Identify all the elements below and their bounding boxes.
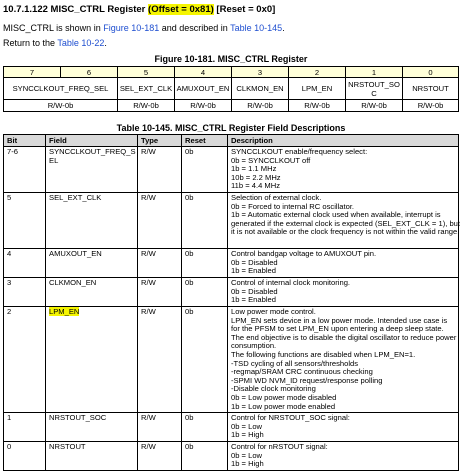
cell-reset: [182, 193, 228, 249]
bit-number: 0: [403, 67, 459, 78]
cell-type-text: R/W: [141, 413, 156, 423]
cell-bit: [4, 278, 46, 307]
cell-reset-text: 0b: [185, 307, 194, 316]
description-line: 0b = Disabled: [231, 257, 278, 267]
description-line: 1b = Automatic external clock used when available, interrupt is: [231, 210, 441, 220]
cell-reset-text: 0b: [185, 413, 194, 423]
cell-bit-text: 7-6: [7, 147, 18, 156]
description-line: 1b = Enabled: [231, 266, 276, 276]
cell-field: [46, 193, 138, 249]
cell-reset: [182, 249, 228, 278]
access-reset: R/W-0b: [232, 100, 289, 112]
description-line: 1b = Low power mode enabled: [231, 401, 336, 411]
description-line: The following functions are disabled when LPM_EN=1.: [231, 349, 416, 359]
cell-bit: [4, 193, 46, 249]
field-name-row: [4, 78, 459, 100]
cell-reset-text: 0b: [185, 249, 194, 258]
access-reset: R/W-0b: [403, 100, 459, 112]
cell-bit: [4, 249, 46, 278]
table-header-row: [4, 135, 459, 147]
cell-reset: [182, 413, 228, 442]
description-line: Low power mode control.: [231, 307, 316, 316]
description-line: Control bandgap voltage to AMUXOUT pin.: [231, 249, 377, 258]
cell-description: [228, 413, 459, 442]
intro-line: [3, 23, 285, 33]
cell-bit-text: 2: [7, 307, 12, 316]
cell-field-text: SYNCCLKOUT_FREQ_S EL: [49, 147, 136, 165]
table-row: [4, 278, 459, 307]
description-line: 0b = Forced to internal RC oscillator.: [231, 201, 355, 211]
description-line: generated if the external clock is expected (SEL_EXT_CLK = 1), but: [231, 218, 460, 228]
column-header: Type: [138, 135, 182, 147]
column-header: Field: [46, 135, 138, 147]
cell-description: [228, 147, 459, 193]
table-row: [4, 413, 459, 442]
description-line: 0b = Low: [231, 450, 263, 460]
figure-title: Figure 10-181. MISC_CTRL Register: [154, 54, 308, 64]
field-name: CLKMON_EN: [232, 78, 289, 100]
access-reset: R/W-0b: [118, 100, 175, 112]
cell-bit: [4, 413, 46, 442]
table-row: [4, 442, 459, 471]
bit-number: 4: [175, 67, 232, 78]
cell-type: [138, 307, 182, 413]
bit-number-row: [4, 67, 459, 78]
table-row: [4, 193, 459, 249]
cell-bit-text: 5: [7, 193, 12, 202]
bit-number: 7: [4, 67, 61, 78]
intro-text: .: [282, 23, 285, 33]
cell-reset: [182, 307, 228, 413]
description-line: 0b = Low power mode disabled: [231, 392, 337, 402]
cell-type-text: R/W: [141, 278, 156, 287]
cell-type: [138, 249, 182, 278]
intro-text: MISC_CTRL is shown in: [3, 23, 104, 33]
column-header: Bit: [4, 135, 46, 147]
cell-field: [46, 442, 138, 471]
description-line: -TSD cycling of all sensors/thresholds: [231, 358, 359, 368]
cell-bit-text: 0: [7, 442, 12, 452]
bit-number: 3: [232, 67, 289, 78]
return-line: [3, 38, 107, 48]
cell-type: [138, 413, 182, 442]
table-row: [4, 249, 459, 278]
access-reset: R/W-0b: [289, 100, 346, 112]
description-line: consumption.: [231, 341, 277, 351]
field-name: SEL_EXT_CLK: [118, 78, 175, 100]
description-line: -regmap/SRAM CRC continuous checking: [231, 367, 373, 377]
cell-description: [228, 193, 459, 249]
cell-description: [228, 278, 459, 307]
field-name: NRSTOUT_SO C: [346, 78, 403, 100]
return-table-link[interactable]: Table 10-22: [57, 38, 105, 48]
description-line: LPM_EN sets device in a low power mode. Intended use case is: [231, 315, 448, 325]
intro-text: and described in: [159, 23, 231, 33]
section-heading: [3, 4, 275, 15]
cell-reset-text: 0b: [185, 442, 194, 452]
cell-type: [138, 278, 182, 307]
cell-reset-text: 0b: [185, 278, 194, 287]
cell-type: [138, 147, 182, 193]
field-name: AMUXOUT_EN: [175, 78, 232, 100]
description-line: it is not available or the clock frequency is not within the valid range.: [231, 227, 460, 237]
cell-field: [46, 307, 138, 413]
description-line: Selection of external clock.: [231, 193, 322, 202]
field-name: LPM_EN: [289, 78, 346, 100]
description-line: -SPMI WD NVM_ID request/response polling: [231, 375, 383, 385]
cell-reset-text: 0b: [185, 193, 194, 202]
description-line: 10b = 2.2 MHz: [231, 172, 281, 182]
cell-description: [228, 249, 459, 278]
cell-reset: [182, 147, 228, 193]
cell-field: [46, 249, 138, 278]
cell-bit-text: 4: [7, 249, 12, 258]
bit-number: 6: [61, 67, 118, 78]
description-line: 1b = Enabled: [231, 295, 276, 305]
field-name: SYNCCLKOUT_FREQ_SEL: [4, 78, 118, 100]
cell-field-text: SEL_EXT_CLK: [49, 193, 102, 202]
cell-type-text: R/W: [141, 249, 156, 258]
cell-bit: [4, 147, 46, 193]
table-body: [4, 147, 459, 471]
column-header: Reset: [182, 135, 228, 147]
description-line: 0b = Low: [231, 421, 263, 431]
cell-field-text: AMUXOUT_EN: [49, 249, 102, 258]
return-text: .: [104, 38, 107, 48]
heading-reset: [Reset = 0x0]: [213, 4, 276, 15]
cell-description: [228, 307, 459, 413]
cell-bit-text: 3: [7, 278, 12, 287]
register-map: [3, 66, 459, 112]
bit-number: 1: [346, 67, 403, 78]
description-line: 1b = High: [231, 430, 264, 440]
cell-reset: [182, 278, 228, 307]
description-line: Control for NRSTOUT_SOC signal:: [231, 413, 350, 423]
cell-field: [46, 147, 138, 193]
description-line: Control of internal clock monitoring.: [231, 278, 351, 287]
cell-field-text: NRSTOUT: [49, 442, 86, 452]
cell-type-text: R/W: [141, 147, 156, 156]
cell-description: [228, 442, 459, 471]
cell-reset: [182, 442, 228, 471]
column-header: Description: [228, 135, 459, 147]
cell-bit-text: 1: [7, 413, 12, 423]
table-row: [4, 307, 459, 413]
cell-field: [46, 278, 138, 307]
cell-field-text: CLKMON_EN: [49, 278, 97, 287]
access-reset: R/W-0b: [175, 100, 232, 112]
figure-link[interactable]: Figure 10-181: [103, 23, 160, 33]
description-line: -Disable clock monitoring: [231, 384, 316, 394]
description-line: Control for nRSTOUT signal:: [231, 442, 328, 452]
cell-type: [138, 193, 182, 249]
cell-field: [46, 413, 138, 442]
cell-bit: [4, 442, 46, 471]
cell-field-text: LPM_EN: [49, 307, 80, 316]
field-description-table: [3, 134, 459, 471]
field-name: NRSTOUT: [403, 78, 459, 100]
description-line: 11b = 4.4 MHz: [231, 181, 281, 191]
description-line: 1b = 1.1 MHz: [231, 164, 277, 174]
bit-number: 2: [289, 67, 346, 78]
offset-highlight: (Offset = 0x81): [148, 4, 214, 15]
bit-number: 5: [118, 67, 175, 78]
table-link[interactable]: Table 10-145: [230, 23, 283, 33]
cell-type-text: R/W: [141, 307, 156, 316]
access-row: [4, 100, 459, 112]
description-line: 0b = Disabled: [231, 286, 278, 296]
access-reset: R/W-0b: [4, 100, 118, 112]
description-line: SYNCCLKOUT enable/frequency select:: [231, 147, 368, 156]
cell-reset-text: 0b: [185, 147, 194, 156]
table-row: [4, 147, 459, 193]
cell-type-text: R/W: [141, 193, 156, 202]
description-line: 0b = SYNCCLKOUT off: [231, 155, 311, 165]
heading-title: 10.7.1.122 MISC_CTRL Register: [3, 4, 149, 15]
description-line: 1b = High: [231, 459, 264, 469]
cell-type-text: R/W: [141, 442, 156, 452]
table-title: Table 10-145. MISC_CTRL Register Field Descriptions: [116, 123, 346, 133]
cell-type: [138, 442, 182, 471]
cell-field-text: NRSTOUT_SOC: [49, 413, 107, 423]
description-line: The end objective is to disable the digital oscillator to reduce power: [231, 332, 457, 342]
description-line: for the PFSM to set LPM_EN upon entering a deep sleep state.: [231, 324, 444, 334]
cell-bit: [4, 307, 46, 413]
access-reset: R/W-0b: [346, 100, 403, 112]
return-text: Return to the: [3, 38, 58, 48]
